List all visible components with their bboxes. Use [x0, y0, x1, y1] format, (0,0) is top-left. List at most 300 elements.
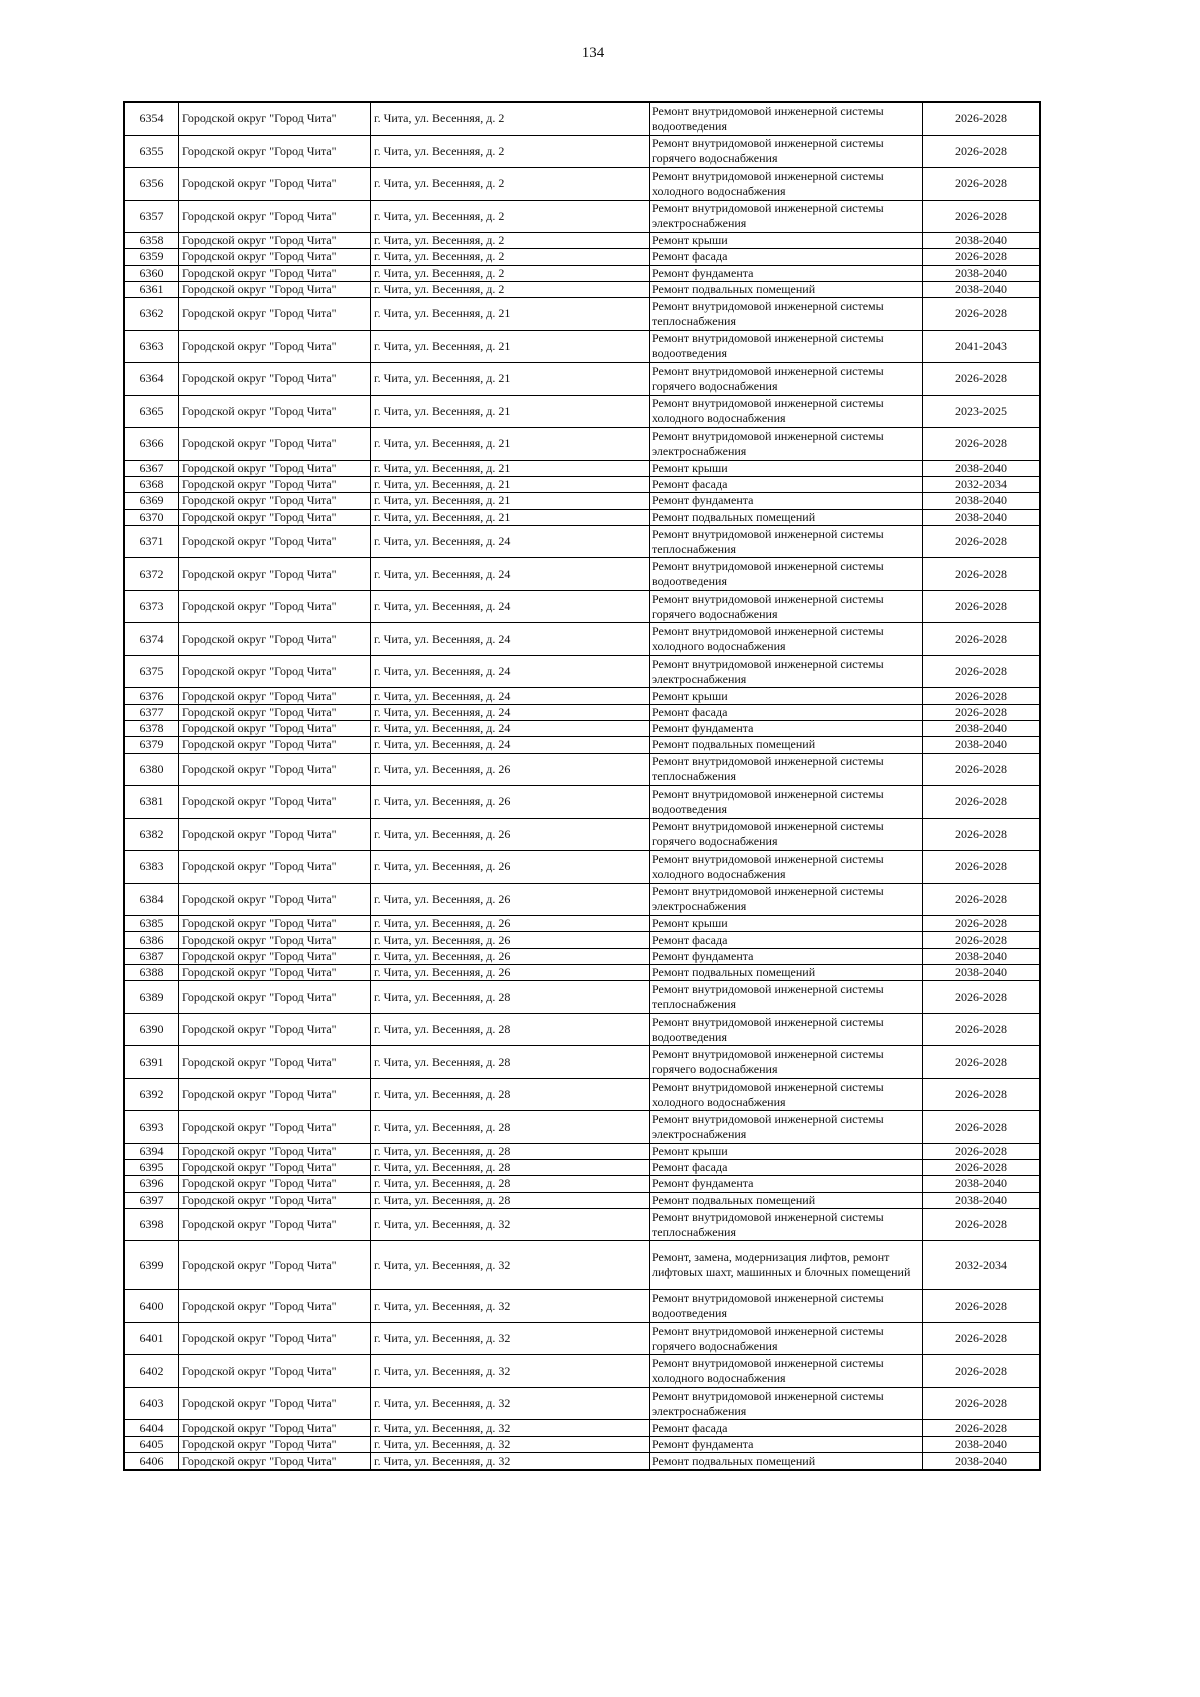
- work-description-line: водоотведения: [652, 1029, 727, 1044]
- address: г. Чита, ул. Весенняя, д. 21: [371, 493, 650, 508]
- repair-period: 2026-2028: [955, 794, 1007, 809]
- table-row: [125, 1355, 1039, 1388]
- work-description: [650, 1144, 923, 1159]
- municipality: Городской округ "Город Чита": [179, 851, 371, 883]
- address: г. Чита, ул. Весенняя, д. 24: [371, 623, 650, 655]
- work-description-line: Ремонт крыши: [652, 233, 728, 248]
- address: г. Чита, ул. Весенняя, д. 32: [371, 1209, 650, 1241]
- work-description-line: теплоснабжения: [652, 1224, 736, 1239]
- work-description-line: Ремонт фундамента: [652, 265, 754, 280]
- work-description-line: Ремонт внутридомовой инженерной системы: [652, 982, 884, 996]
- address: г. Чита, ул. Весенняя, д. 28: [371, 1176, 650, 1191]
- repair-period: 2026-2028: [955, 143, 1007, 158]
- repair-period: 2038-2040: [955, 1176, 1007, 1191]
- work-description-line: Ремонт фундамента: [652, 948, 754, 963]
- row-number: 6400: [125, 1290, 179, 1322]
- row-number: 6363: [125, 331, 179, 363]
- work-description: [650, 510, 923, 525]
- work-description: [650, 591, 923, 623]
- work-description-line: водоотведения: [652, 118, 727, 133]
- work-description: [650, 949, 923, 964]
- work-description-line: Ремонт фундамента: [652, 1176, 754, 1191]
- work-description-line: электроснабжения: [652, 671, 747, 686]
- address: г. Чита, ул. Весенняя, д. 21: [371, 331, 650, 363]
- row-number: 6384: [125, 884, 179, 916]
- work-description-line: Ремонт, замена, модернизация лифтов, ремонт: [652, 1250, 890, 1265]
- work-description-line: Ремонт внутридомовой инженерной системы: [652, 591, 884, 606]
- municipality: Городской округ "Город Чита": [179, 428, 371, 460]
- municipality: Городской округ "Город Чита": [179, 1209, 371, 1241]
- work-description: [650, 331, 923, 363]
- address: г. Чита, ул. Весенняя, д. 26: [371, 786, 650, 818]
- work-description-line: Ремонт внутридомовой инженерной системы: [652, 559, 884, 574]
- work-description-line: Ремонт внутридомовой инженерной системы: [652, 1079, 884, 1094]
- address: г. Чита, ул. Весенняя, д. 26: [371, 754, 650, 786]
- work-description: [650, 754, 923, 786]
- row-number: 6364: [125, 363, 179, 395]
- work-description-line: Ремонт внутридомовой инженерной системы: [652, 1356, 884, 1371]
- work-description-line: Ремонт внутридомовой инженерной системы: [652, 526, 884, 541]
- municipality: Городской округ "Город Чита": [179, 103, 371, 135]
- row-number: 6389: [125, 981, 179, 1013]
- municipality: Городской округ "Город Чита": [179, 493, 371, 508]
- work-description: [650, 1209, 923, 1241]
- table-row: [125, 1420, 1039, 1436]
- repair-period: 2026-2028: [955, 664, 1007, 679]
- work-description: [650, 168, 923, 200]
- municipality: Городской округ "Город Чита": [179, 363, 371, 395]
- repair-period: 2038-2040: [955, 233, 1007, 248]
- table-row: [125, 331, 1039, 364]
- address: г. Чита, ул. Весенняя, д. 24: [371, 591, 650, 623]
- work-description-line: водоотведения: [652, 1306, 727, 1321]
- municipality: Городской округ "Город Чита": [179, 1388, 371, 1420]
- table-row: [125, 591, 1039, 624]
- address: г. Чита, ул. Весенняя, д. 26: [371, 949, 650, 964]
- address: г. Чита, ул. Весенняя, д. 32: [371, 1437, 650, 1452]
- work-description-line: электроснабжения: [652, 1403, 747, 1418]
- row-number: 6397: [125, 1193, 179, 1208]
- municipality: Городской округ "Город Чита": [179, 168, 371, 200]
- row-number: 6387: [125, 949, 179, 964]
- municipality: Городской округ "Город Чита": [179, 298, 371, 330]
- table-row: [125, 949, 1039, 965]
- address: г. Чита, ул. Весенняя, д. 28: [371, 981, 650, 1013]
- municipality: Городской округ "Город Чита": [179, 1176, 371, 1191]
- work-description: [650, 298, 923, 330]
- repair-period: 2038-2040: [955, 965, 1007, 980]
- repair-period: 2038-2040: [955, 282, 1007, 297]
- address: г. Чита, ул. Весенняя, д. 2: [371, 233, 650, 248]
- row-number: 6382: [125, 819, 179, 851]
- work-description-line: электроснабжения: [652, 216, 747, 231]
- municipality: Городской округ "Город Чита": [179, 721, 371, 736]
- work-description-line: Ремонт фундамента: [652, 721, 754, 736]
- row-number: 6388: [125, 965, 179, 980]
- table-row: [125, 965, 1039, 981]
- work-description: [650, 916, 923, 931]
- address: г. Чита, ул. Весенняя, д. 21: [371, 396, 650, 428]
- repair-period: 2026-2028: [955, 599, 1007, 614]
- work-description: [650, 266, 923, 281]
- work-description-line: электроснабжения: [652, 1127, 747, 1141]
- repair-period: 2026-2028: [955, 1022, 1007, 1036]
- work-description-line: водоотведения: [652, 346, 727, 361]
- address: г. Чита, ул. Весенняя, д. 24: [371, 721, 650, 736]
- address: г. Чита, ул. Весенняя, д. 28: [371, 1014, 650, 1046]
- row-number: 6355: [125, 136, 179, 168]
- repair-period: 2026-2028: [955, 826, 1007, 841]
- municipality: Городской округ "Город Чита": [179, 932, 371, 947]
- repair-period: 2026-2028: [955, 111, 1007, 126]
- work-description-line: Ремонт подвальных помещений: [652, 965, 816, 980]
- row-number: 6366: [125, 428, 179, 460]
- repair-period: 2026-2028: [955, 891, 1007, 906]
- work-description: [650, 558, 923, 590]
- repair-period: 2038-2040: [955, 1192, 1007, 1207]
- table-row: [125, 705, 1039, 721]
- address: г. Чита, ул. Весенняя, д. 26: [371, 819, 650, 851]
- row-number: 6380: [125, 754, 179, 786]
- work-description: [650, 396, 923, 428]
- municipality: Городской округ "Город Чита": [179, 916, 371, 931]
- address: г. Чита, ул. Весенняя, д. 21: [371, 428, 650, 460]
- row-number: 6396: [125, 1176, 179, 1191]
- work-description-line: Ремонт внутридомовой инженерной системы: [652, 331, 884, 346]
- municipality: Городской округ "Город Чита": [179, 396, 371, 428]
- work-description-line: Ремонт внутридомовой инженерной системы: [652, 428, 884, 443]
- work-description: [650, 249, 923, 264]
- address: г. Чита, ул. Весенняя, д. 2: [371, 201, 650, 233]
- table-row: [125, 136, 1039, 169]
- table-row: [125, 266, 1039, 282]
- work-description: [650, 1437, 923, 1452]
- municipality: Городской округ "Город Чита": [179, 981, 371, 1013]
- table-row: [125, 1453, 1039, 1469]
- table-row: [125, 103, 1039, 136]
- municipality: Городской округ "Город Чита": [179, 461, 371, 476]
- work-description: [650, 1014, 923, 1046]
- work-description-line: Ремонт внутридомовой инженерной системы: [652, 103, 884, 118]
- municipality: Городской округ "Город Чита": [179, 1420, 371, 1435]
- address: г. Чита, ул. Весенняя, д. 2: [371, 136, 650, 168]
- table-row: [125, 1388, 1039, 1421]
- municipality: Городской округ "Город Чита": [179, 1453, 371, 1469]
- municipality: Городской округ "Город Чита": [179, 136, 371, 168]
- row-number: 6404: [125, 1420, 179, 1435]
- row-number: 6383: [125, 851, 179, 883]
- row-number: 6381: [125, 786, 179, 818]
- municipality: Городской округ "Город Чита": [179, 558, 371, 590]
- work-description-line: теплоснабжения: [652, 541, 736, 556]
- work-description-line: Ремонт внутридомовой инженерной системы: [652, 396, 884, 411]
- repair-period: 2038-2040: [955, 493, 1007, 508]
- repair-period: 2026-2028: [955, 704, 1007, 719]
- address: г. Чита, ул. Весенняя, д. 2: [371, 266, 650, 281]
- work-description: [650, 786, 923, 818]
- row-number: 6379: [125, 737, 179, 752]
- work-description-line: Ремонт фундамента: [652, 1436, 754, 1451]
- municipality: Городской округ "Город Чита": [179, 1193, 371, 1208]
- address: г. Чита, ул. Весенняя, д. 32: [371, 1420, 650, 1435]
- repair-period: 2026-2028: [955, 1363, 1007, 1378]
- repair-period: 2026-2028: [955, 1160, 1007, 1175]
- work-description-line: Ремонт внутридомовой инженерной системы: [652, 136, 884, 151]
- repair-period: 2026-2028: [955, 371, 1007, 386]
- work-description-line: Ремонт фасада: [652, 249, 728, 264]
- table-row: [125, 363, 1039, 396]
- work-description: [650, 1453, 923, 1469]
- repair-period: 2038-2040: [955, 1453, 1007, 1468]
- work-description-line: Ремонт крыши: [652, 460, 728, 475]
- work-description-line: Ремонт внутридомовой инженерной системы: [652, 1291, 884, 1306]
- address: г. Чита, ул. Весенняя, д. 21: [371, 363, 650, 395]
- municipality: Городской округ "Город Чита": [179, 884, 371, 916]
- table-row: [125, 1160, 1039, 1176]
- address: г. Чита, ул. Весенняя, д. 32: [371, 1323, 650, 1355]
- table-row: [125, 754, 1039, 787]
- table-row: [125, 1176, 1039, 1192]
- table-row: [125, 526, 1039, 559]
- municipality: Городской округ "Город Чита": [179, 737, 371, 752]
- row-number: 6354: [125, 103, 179, 135]
- work-description-line: Ремонт внутридомовой инженерной системы: [652, 363, 884, 378]
- repair-period: 2041-2043: [955, 338, 1007, 353]
- table-row: [125, 1046, 1039, 1079]
- work-description: [650, 721, 923, 736]
- work-description-line: холодного водоснабжения: [652, 1371, 786, 1386]
- table-row: [125, 737, 1039, 753]
- repair-period: 2026-2028: [955, 176, 1007, 191]
- table-row: [125, 1193, 1039, 1209]
- table-row: [125, 1323, 1039, 1356]
- table-row: [125, 884, 1039, 917]
- address: г. Чита, ул. Весенняя, д. 24: [371, 737, 650, 752]
- work-description-line: Ремонт подвальных помещений: [652, 282, 816, 297]
- repair-period: 2032-2034: [955, 477, 1007, 492]
- repair-period: 2026-2028: [955, 1217, 1007, 1232]
- row-number: 6367: [125, 461, 179, 476]
- repair-period: 2026-2028: [955, 1119, 1007, 1134]
- table-row: [125, 396, 1039, 429]
- work-description-line: горячего водоснабжения: [652, 151, 778, 166]
- table-row: [125, 249, 1039, 265]
- repair-period: 2026-2028: [955, 306, 1007, 321]
- municipality: Городской округ "Город Чита": [179, 1290, 371, 1322]
- address: г. Чита, ул. Весенняя, д. 2: [371, 103, 650, 135]
- municipality: Городской округ "Город Чита": [179, 282, 371, 297]
- address: г. Чита, ул. Весенняя, д. 24: [371, 705, 650, 720]
- table-row: [125, 916, 1039, 932]
- row-number: 6392: [125, 1079, 179, 1111]
- repair-period: 2026-2028: [955, 1087, 1007, 1101]
- work-description-line: водоотведения: [652, 574, 727, 589]
- row-number: 6403: [125, 1388, 179, 1420]
- work-description: [650, 1176, 923, 1191]
- table-row: [125, 233, 1039, 249]
- work-description: [650, 428, 923, 460]
- municipality: Городской округ "Город Чита": [179, 656, 371, 688]
- row-number: 6362: [125, 298, 179, 330]
- work-description: [650, 282, 923, 297]
- table-row: [125, 1290, 1039, 1323]
- repair-period: 2032-2034: [955, 1257, 1007, 1272]
- repair-period: 2026-2028: [955, 989, 1007, 1004]
- row-number: 6370: [125, 510, 179, 525]
- repair-period: 2026-2028: [955, 1054, 1007, 1069]
- work-description-line: Ремонт подвальных помещений: [652, 1453, 816, 1468]
- municipality: Городской округ "Город Чита": [179, 266, 371, 281]
- address: г. Чита, ул. Весенняя, д. 24: [371, 656, 650, 688]
- row-number: 6368: [125, 477, 179, 492]
- repair-period: 2026-2028: [955, 436, 1007, 451]
- repair-period: 2026-2028: [955, 932, 1007, 947]
- repair-period: 2026-2028: [955, 631, 1007, 646]
- municipality: Городской округ "Город Чита": [179, 331, 371, 363]
- work-description-line: холодного водоснабжения: [652, 866, 786, 881]
- work-description: [650, 688, 923, 703]
- row-number: 6395: [125, 1160, 179, 1175]
- work-description: [650, 1355, 923, 1387]
- work-description-line: горячего водоснабжения: [652, 834, 778, 849]
- work-description-line: Ремонт крыши: [652, 916, 728, 931]
- repair-period: 2038-2040: [955, 737, 1007, 752]
- municipality: Городской округ "Город Чита": [179, 705, 371, 720]
- table-row: [125, 656, 1039, 689]
- table-row: [125, 819, 1039, 852]
- address: г. Чита, ул. Весенняя, д. 2: [371, 168, 650, 200]
- row-number: 6385: [125, 916, 179, 931]
- table-row: [125, 1437, 1039, 1453]
- work-description-line: Ремонт подвальных помещений: [652, 509, 816, 524]
- municipality: Городской округ "Город Чита": [179, 623, 371, 655]
- repair-period: 2026-2028: [955, 1331, 1007, 1346]
- municipality: Городской округ "Город Чита": [179, 1160, 371, 1175]
- work-description: [650, 526, 923, 558]
- municipality: Городской округ "Город Чита": [179, 1437, 371, 1452]
- table-row: [125, 1144, 1039, 1160]
- work-description: [650, 477, 923, 492]
- address: г. Чита, ул. Весенняя, д. 28: [371, 1111, 650, 1143]
- row-number: 6359: [125, 249, 179, 264]
- work-description-line: теплоснабжения: [652, 997, 736, 1011]
- municipality: Городской округ "Город Чита": [179, 1046, 371, 1078]
- row-number: 6372: [125, 558, 179, 590]
- work-description: [650, 965, 923, 980]
- work-description-line: горячего водоснабжения: [652, 1338, 778, 1353]
- table-row: [125, 428, 1039, 461]
- municipality: Городской округ "Город Чита": [179, 1355, 371, 1387]
- row-number: 6393: [125, 1111, 179, 1143]
- work-description-line: горячего водоснабжения: [652, 606, 778, 621]
- work-description-line: лифтовых шахт, машинных и блочных помещений: [652, 1265, 911, 1280]
- work-description: [650, 1290, 923, 1322]
- work-description: [650, 493, 923, 508]
- work-description: [650, 1193, 923, 1208]
- address: г. Чита, ул. Весенняя, д. 28: [371, 1079, 650, 1111]
- table-row: [125, 932, 1039, 948]
- table-row: [125, 981, 1039, 1014]
- table-row: [125, 786, 1039, 819]
- work-description: [650, 363, 923, 395]
- work-description-line: Ремонт крыши: [652, 1143, 728, 1158]
- table-row: [125, 688, 1039, 704]
- address: г. Чита, ул. Весенняя, д. 26: [371, 884, 650, 916]
- work-description: [650, 1160, 923, 1175]
- work-description-line: холодного водоснабжения: [652, 183, 786, 198]
- work-description: [650, 1420, 923, 1435]
- repair-period: 2026-2028: [955, 688, 1007, 703]
- work-description: [650, 136, 923, 168]
- municipality: Городской округ "Город Чита": [179, 1241, 371, 1289]
- work-description-line: Ремонт внутридомовой инженерной системы: [652, 624, 884, 639]
- work-description: [650, 201, 923, 233]
- repair-period: 2038-2040: [955, 1436, 1007, 1451]
- table-row: [125, 1111, 1039, 1144]
- work-description-line: Ремонт внутридомовой инженерной системы: [652, 1323, 884, 1338]
- address: г. Чита, ул. Весенняя, д. 32: [371, 1241, 650, 1289]
- municipality: Городской округ "Город Чита": [179, 1111, 371, 1143]
- work-description-line: Ремонт внутридомовой инженерной системы: [652, 851, 884, 866]
- work-description: [650, 1111, 923, 1143]
- work-description-line: Ремонт внутридомовой инженерной системы: [652, 754, 884, 769]
- municipality: Городской округ "Город Чита": [179, 233, 371, 248]
- work-description: [650, 1388, 923, 1420]
- repair-period: 2026-2028: [955, 859, 1007, 874]
- row-number: 6386: [125, 932, 179, 947]
- address: г. Чита, ул. Весенняя, д. 26: [371, 965, 650, 980]
- work-description: [650, 103, 923, 135]
- work-description: [650, 233, 923, 248]
- address: г. Чита, ул. Весенняя, д. 24: [371, 558, 650, 590]
- address: г. Чита, ул. Весенняя, д. 28: [371, 1144, 650, 1159]
- work-description: [650, 1323, 923, 1355]
- address: г. Чита, ул. Весенняя, д. 32: [371, 1290, 650, 1322]
- work-description: [650, 1046, 923, 1078]
- work-description: [650, 932, 923, 947]
- work-description-line: холодного водоснабжения: [652, 1094, 786, 1109]
- municipality: Городской округ "Город Чита": [179, 249, 371, 264]
- row-number: 6371: [125, 526, 179, 558]
- capital-repair-table: [123, 101, 1041, 1471]
- table-row: [125, 168, 1039, 201]
- repair-period: 2026-2028: [955, 1143, 1007, 1158]
- row-number: 6361: [125, 282, 179, 297]
- row-number: 6376: [125, 688, 179, 703]
- repair-period: 2026-2028: [955, 916, 1007, 931]
- row-number: 6358: [125, 233, 179, 248]
- address: г. Чита, ул. Весенняя, д. 21: [371, 510, 650, 525]
- work-description-line: теплоснабжения: [652, 313, 736, 328]
- work-description-line: горячего водоснабжения: [652, 378, 778, 393]
- row-number: 6373: [125, 591, 179, 623]
- row-number: 6406: [125, 1453, 179, 1469]
- address: г. Чита, ул. Весенняя, д. 32: [371, 1453, 650, 1469]
- row-number: 6365: [125, 396, 179, 428]
- work-description-line: водоотведения: [652, 801, 727, 816]
- work-description-line: Ремонт внутридомовой инженерной системы: [652, 656, 884, 671]
- work-description-line: холодного водоснабжения: [652, 639, 786, 654]
- table-row: [125, 477, 1039, 493]
- repair-period: 2026-2028: [955, 208, 1007, 223]
- work-description: [650, 851, 923, 883]
- work-description-line: Ремонт крыши: [652, 688, 728, 703]
- repair-period: 2026-2028: [955, 761, 1007, 776]
- row-number: 6402: [125, 1355, 179, 1387]
- row-number: 6374: [125, 623, 179, 655]
- municipality: Городской округ "Город Чита": [179, 477, 371, 492]
- work-description-line: Ремонт фасада: [652, 477, 728, 492]
